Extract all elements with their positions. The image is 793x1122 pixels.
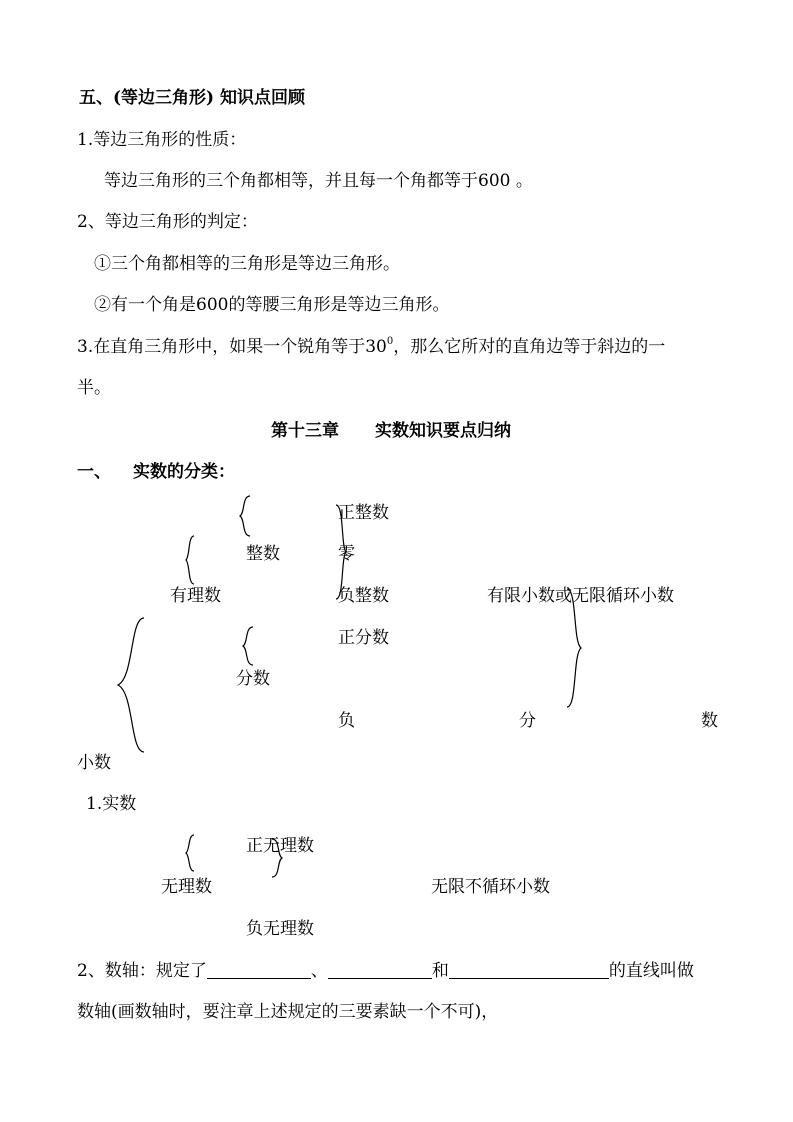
tree-positive-irrational: 正无理数: [246, 836, 314, 856]
criteria-item-1: ①三个角都相等的三角形是等边三角形。: [94, 254, 400, 274]
blank-1: [207, 960, 311, 979]
brace-integer-left: [238, 495, 252, 537]
criteria-title: 2、等边三角形的判定：: [77, 212, 258, 232]
section-title: 实数的分类：: [133, 462, 235, 482]
tree-negative-fraction-2: 分: [519, 711, 536, 731]
numberline-sep-2: 和: [431, 961, 449, 981]
chapter-subtitle: 实数知识要点归纳: [375, 421, 511, 441]
tree-negative-fraction-1: 负: [338, 711, 355, 731]
numberline-line-1: [77, 960, 694, 982]
tree-positive-integer: 正整数: [338, 503, 389, 523]
brace-irrational-right: [270, 838, 284, 878]
blank-3: [449, 960, 609, 979]
tree-integer: 整数: [246, 544, 280, 564]
numberline-prefix: 2、数轴：规定了: [77, 961, 207, 981]
right-triangle-text-b: ，那么它所对的直角边等于斜边的一: [393, 337, 666, 357]
tree-decimal: 小数: [77, 753, 111, 773]
tree-finite-or-repeating: 有限小数或无限循环小数: [487, 586, 674, 606]
blank-2: [328, 960, 432, 979]
degree-superscript: 0: [386, 336, 394, 347]
brace-irrational-left: [184, 834, 196, 872]
tree-rational: 有理数: [170, 586, 221, 606]
tree-negative-integer: 负整数: [338, 586, 389, 606]
criteria-item-2: ②有一个角是600的等腰三角形是等边三角形。: [94, 295, 450, 315]
right-triangle-text-a: 3.在直角三角形中，如果一个锐角等于30: [77, 337, 387, 357]
tree-fraction: 分数: [236, 669, 270, 689]
tree-negative-irrational: 负无理数: [246, 919, 314, 939]
brace-real-main: [116, 617, 146, 753]
tree-non-repeating: 无限不循环小数: [431, 877, 550, 897]
brace-rational: [184, 535, 196, 585]
brace-fraction: [241, 626, 255, 666]
numberline-line-2: 数轴(画数轴时，要注章上述规定的三要素缺一个不可)，: [77, 1002, 499, 1022]
right-triangle-line-1: [77, 336, 665, 358]
chapter-title: 第十三章: [271, 421, 339, 441]
tree-irrational: 无理数: [161, 877, 212, 897]
tree-real: 1.实数: [86, 794, 137, 814]
property-body: 等边三角形的三个角都相等，并且每一个角都等于600 。: [104, 171, 533, 191]
brace-finite-right: [565, 588, 583, 708]
section-heading: 五、(等边三角形) 知识点回顾: [79, 88, 306, 108]
section-number: 一、: [77, 462, 111, 482]
tree-zero: 零: [338, 544, 355, 564]
brace-integer-right: [334, 504, 348, 600]
numberline-suffix: 的直线叫做: [608, 961, 694, 981]
tree-negative-fraction-3: 数: [701, 711, 718, 731]
numberline-sep-1: 、: [310, 961, 328, 981]
tree-positive-fraction: 正分数: [338, 628, 389, 648]
property-title: 1.等边三角形的性质：: [77, 130, 247, 150]
right-triangle-line-2: 半。: [77, 378, 111, 398]
